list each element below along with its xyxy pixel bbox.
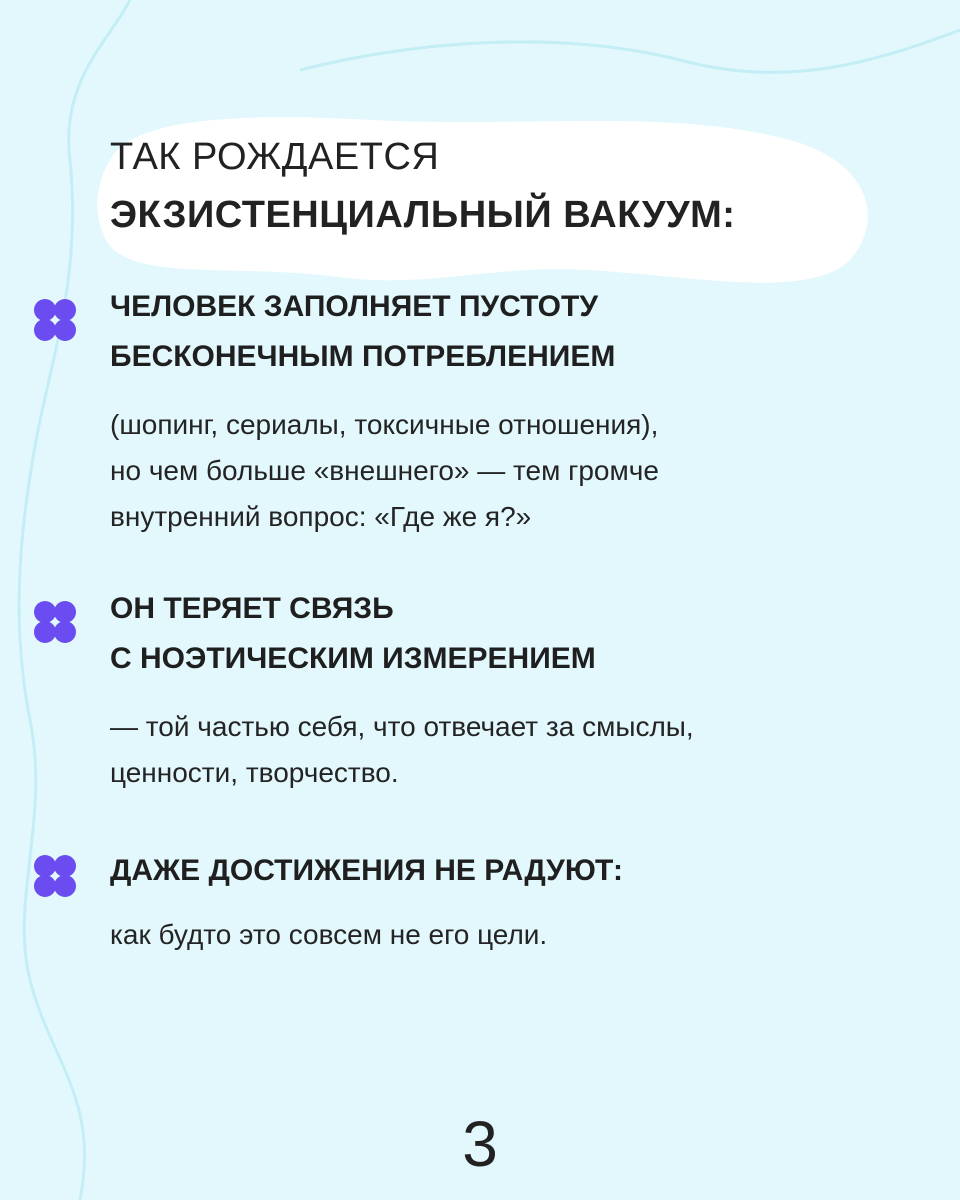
flower-icon	[31, 598, 79, 646]
page-title	[110, 128, 890, 244]
title-line-2: ЭКЗИСТЕНЦИАЛЬНЫЙ ВАКУУМ:	[110, 194, 736, 236]
section-heading	[110, 584, 930, 684]
section-body	[110, 912, 910, 958]
title-line-1: ТАК РОЖДАЕТСЯ	[110, 136, 440, 178]
heading-line: С НОЭТИЧЕСКИМ ИЗМЕРЕНИЕМ	[110, 642, 596, 675]
flower-icon	[31, 296, 79, 344]
body-line: но чем больше «внешнего» — тем громче	[110, 455, 659, 486]
flower-icon	[31, 852, 79, 900]
heading-line: ДАЖЕ ДОСТИЖЕНИЯ НЕ РАДУЮТ:	[110, 854, 623, 887]
heading-line: ЧЕЛОВЕК ЗАПОЛНЯЕТ ПУСТОТУ	[110, 290, 598, 323]
page-number: 3	[462, 1108, 498, 1180]
body-line: ценности, творчество.	[110, 757, 399, 788]
section-heading	[110, 282, 930, 382]
body-line: как будто это совсем не его цели.	[110, 919, 548, 950]
section-body	[110, 402, 910, 540]
heading-line: БЕСКОНЕЧНЫМ ПОТРЕБЛЕНИЕМ	[110, 340, 616, 373]
heading-line: ОН ТЕРЯЕТ СВЯЗЬ	[110, 592, 394, 625]
section-body	[110, 704, 910, 796]
section-heading	[110, 846, 930, 896]
body-line: — той частью себя, что отвечает за смыслы,	[110, 711, 694, 742]
body-line: внутренний вопрос: «Где же я?»	[110, 501, 532, 532]
body-line: (шопинг, сериалы, токсичные отношения),	[110, 409, 659, 440]
